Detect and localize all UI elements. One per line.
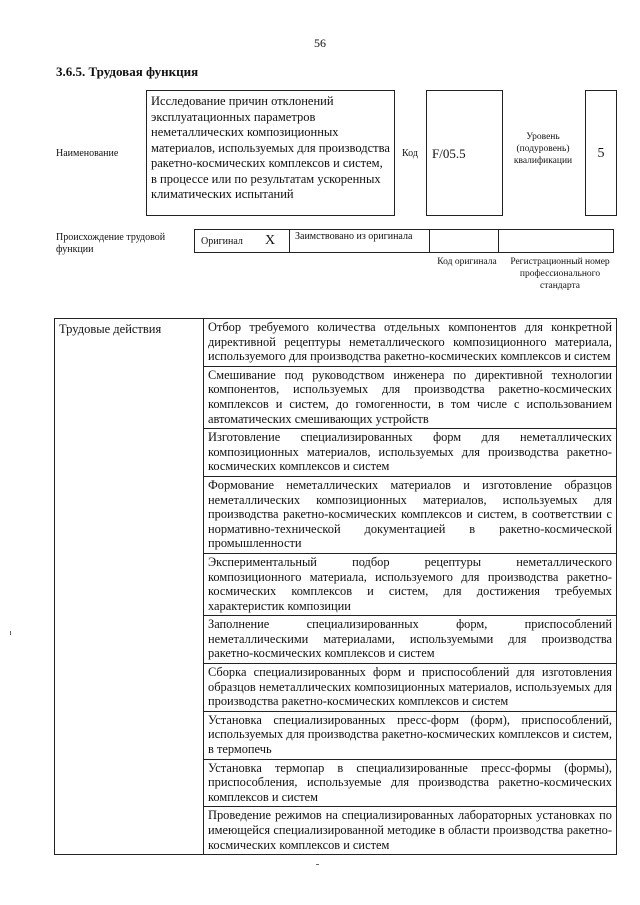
function-name: Исследование причин отклонений эксплуатационных параметров неметаллических композиционных материалов, используемых для производства ракетно-космических комплексов и систем, в процессе или по результатам ускоренных климатических испытаний: [146, 90, 395, 216]
labor-action-item: Изготовление специализированных форм для неметаллических композиционных материалов, используемых для производства ракетно-космических комплексов и систем: [204, 429, 617, 477]
original-mark: X: [265, 233, 276, 248]
reg-number-cell: [498, 229, 614, 253]
level-label: Уровень (подуровень) квалификации: [513, 132, 573, 166]
reg-number-label: Регистрационный номер профессионального стандарта: [510, 257, 610, 291]
origin-label: Происхождение трудовой функции: [56, 232, 166, 255]
code-value: F/05.5: [432, 146, 466, 161]
labor-action-item: Установка термопар в специализированные пресс-формы (формы), приспособления, используемые для производства ракетно-космических комплексов и систем: [204, 759, 617, 807]
borrowed-cell: [289, 229, 430, 253]
borrowed-label: Заимствовано из оригинала: [295, 231, 413, 242]
labor-action-item: Отбор требуемого количества отдельных компонентов для конкретной директивной рецептуры неметаллического композиционного материала, используемого для производства ракетно-космических комплексов и систем: [204, 319, 617, 367]
labor-action-item: Заполнение специализированных форм, приспособлений неметаллическими материалами, используемыми для производства ракетно-космических комплексов и систем: [204, 616, 617, 664]
bottom-mark: [316, 864, 319, 865]
labor-action-item: Формование неметаллических материалов и изготовление образцов неметаллических композиционных материалов, используемых для производства ракетно-космических комплексов и систем, в соответствии с нормативно-технической документацией в ракетно-космической промышленности: [204, 476, 617, 553]
code-original-label: Код оригинала: [437, 257, 497, 267]
labor-action-item: Установка специализированных пресс-форм (форм), приспособлений, используемых для производства ракетно-космических комплексов и систем, в термопечь: [204, 711, 617, 759]
code-original-cell: [429, 229, 499, 253]
origin-row: [194, 229, 615, 253]
labor-action-item: Проведение режимов на специализированных лабораторных установках по имеющейся специализированной методике в области производства ракетно-космических комплексов и систем: [204, 807, 617, 855]
labor-action-item: Смешивание под руководством инженера по директивной технологии компонентов, используемых для производства ракетно-космических комплексов и систем, до гомогенности, в том числе с использованием автоматических смешивающих устройств: [204, 366, 617, 428]
margin-mark: [10, 631, 11, 635]
labor-action-item: Экспериментальный подбор рецептуры неметаллического композиционного материала, используемого для производства ракетно-космических комплексов и систем, для достижения требуемых характеристик композиции: [204, 553, 617, 615]
original-cell: [194, 229, 290, 253]
labor-actions-table: [54, 318, 617, 855]
level-value: 5: [597, 146, 605, 161]
labor-action-item: Сборка специализированных форм и приспособлений для изготовления образцов неметаллических композиционных материалов, используемых для производства ракетно-космических комплексов и систем: [204, 664, 617, 712]
name-label: Наименование: [56, 148, 119, 159]
table-row: [55, 319, 617, 367]
page-number: 56: [314, 36, 326, 50]
code-label: Код: [402, 148, 418, 159]
original-label: Оригинал: [201, 236, 243, 247]
section-title: 3.6.5. Трудовая функция: [56, 64, 199, 79]
labor-actions-header: Трудовые действия: [55, 319, 204, 855]
